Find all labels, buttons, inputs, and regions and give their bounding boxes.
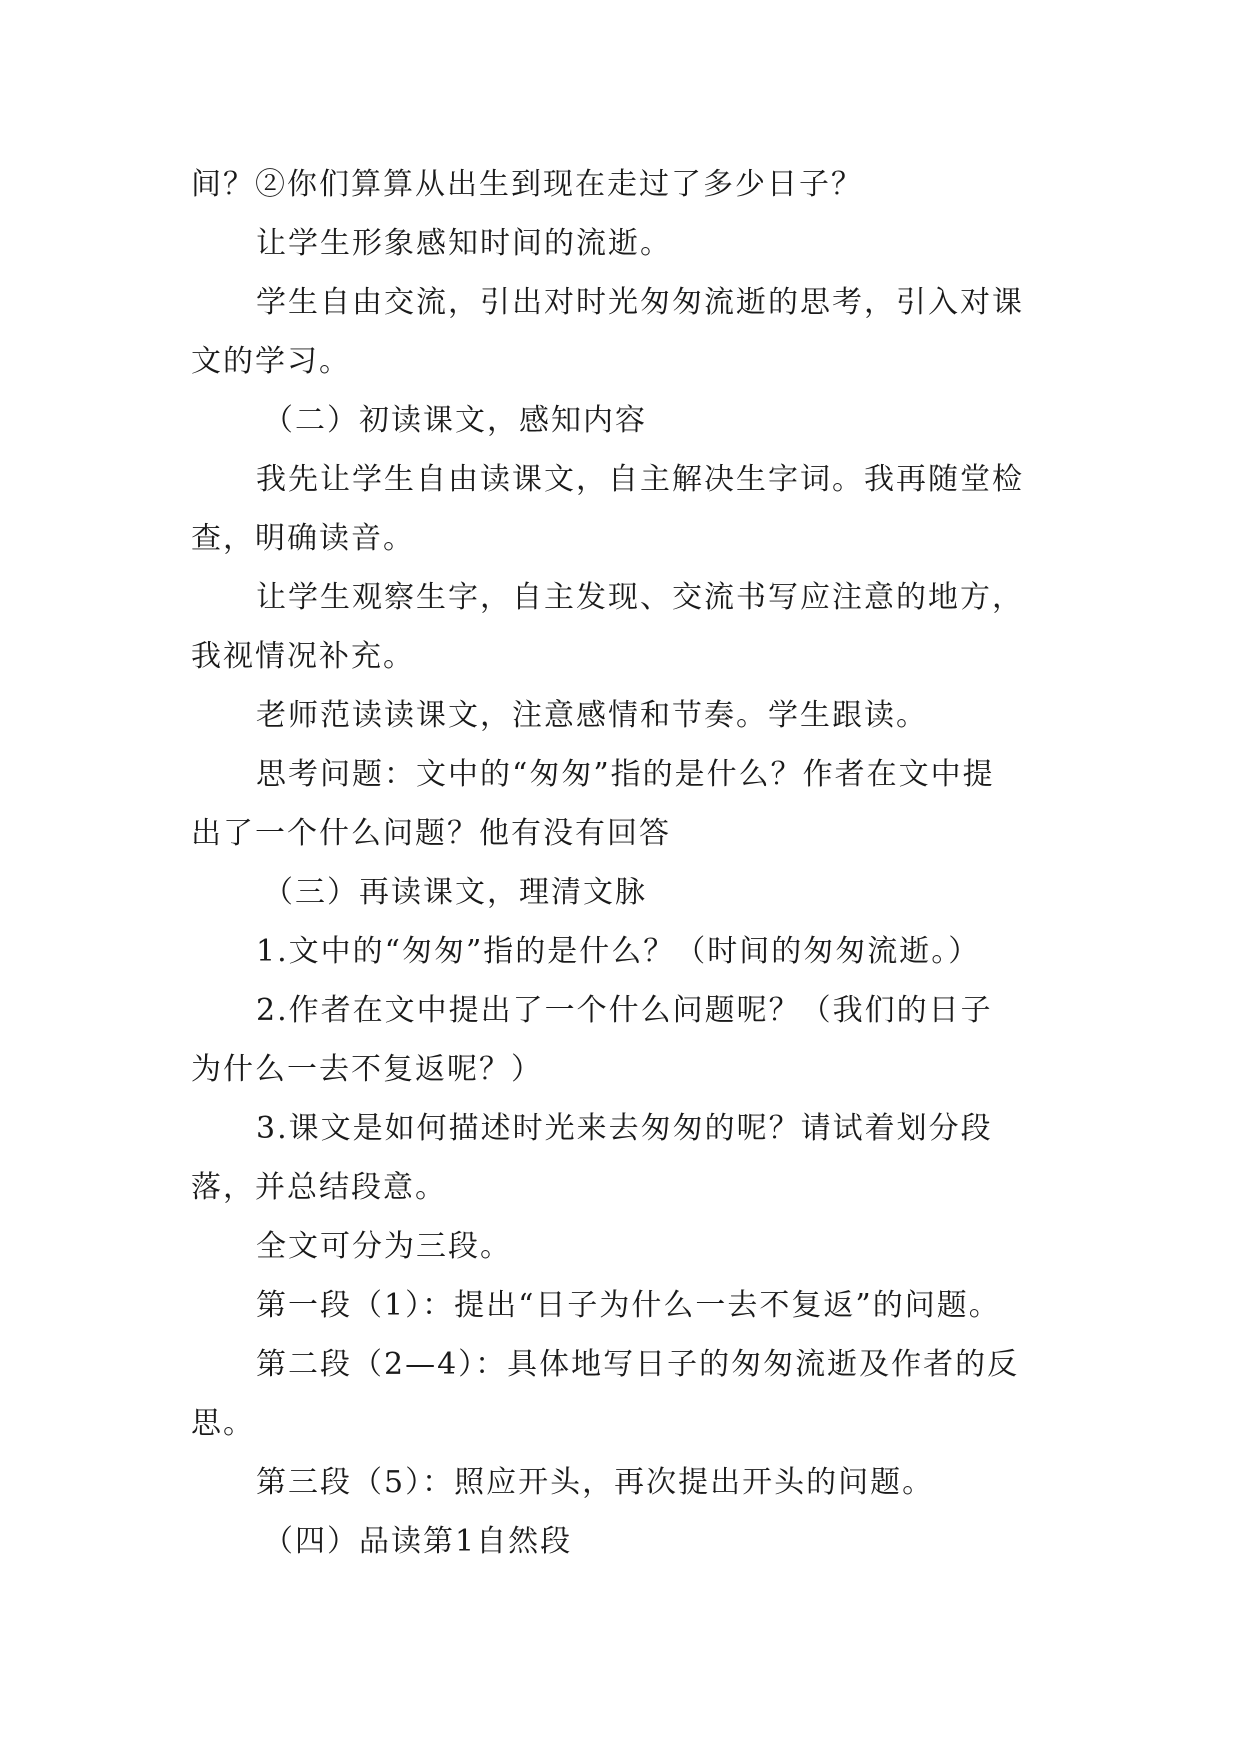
text-line: 查，明确读音。 [191,521,415,556]
text-line: 第二段（2—4）：具体地写日子的匆匆流逝及作者的反 [256,1347,1020,1382]
text-line: 落，并总结段意。 [191,1170,447,1205]
section-heading: （三）再读课文，理清文脉 [263,875,647,910]
text-line: 为什么一去不复返呢？） [191,1052,543,1087]
text-line: 我视情况补充。 [191,639,415,674]
text-line: 全文可分为三段。 [256,1229,512,1264]
list-item: 3.课文是如何描述时光来去匆匆的呢？请试着划分段 [256,1111,993,1146]
section-heading: （二）初读课文，感知内容 [263,403,647,438]
list-item: 2.作者在文中提出了一个什么问题呢？（我们的日子 [256,993,993,1028]
section-heading: （四）品读第1自然段 [263,1524,573,1559]
text-line: 思考问题：文中的“匆匆”指的是什么？作者在文中提 [256,757,995,792]
text-line: 出了一个什么问题？他有没有回答 [191,816,671,851]
text-line: 文的学习。 [191,344,351,379]
text-line: 第三段（5）：照应开头，再次提出开头的问题。 [256,1465,935,1500]
text-line: 让学生形象感知时间的流逝。 [256,226,672,261]
list-item: 1.文中的“匆匆”指的是什么？（时间的匆匆流逝。） [256,934,981,969]
text-line: 第一段（1）：提出“日子为什么一去不复返”的问题。 [256,1288,1001,1323]
text-line: 让学生观察生字，自主发现、交流书写应注意的地方， [256,580,1024,615]
text-line: 我先让学生自由读课文，自主解决生字词。我再随堂检 [256,462,1024,497]
text-line: 学生自由交流，引出对时光匆匆流逝的思考，引入对课 [256,285,1024,320]
text-line: 间？②你们算算从出生到现在走过了多少日子？ [191,167,863,202]
text-line: 思。 [191,1406,255,1441]
text-line: 老师范读读课文，注意感情和节奏。学生跟读。 [256,698,928,733]
